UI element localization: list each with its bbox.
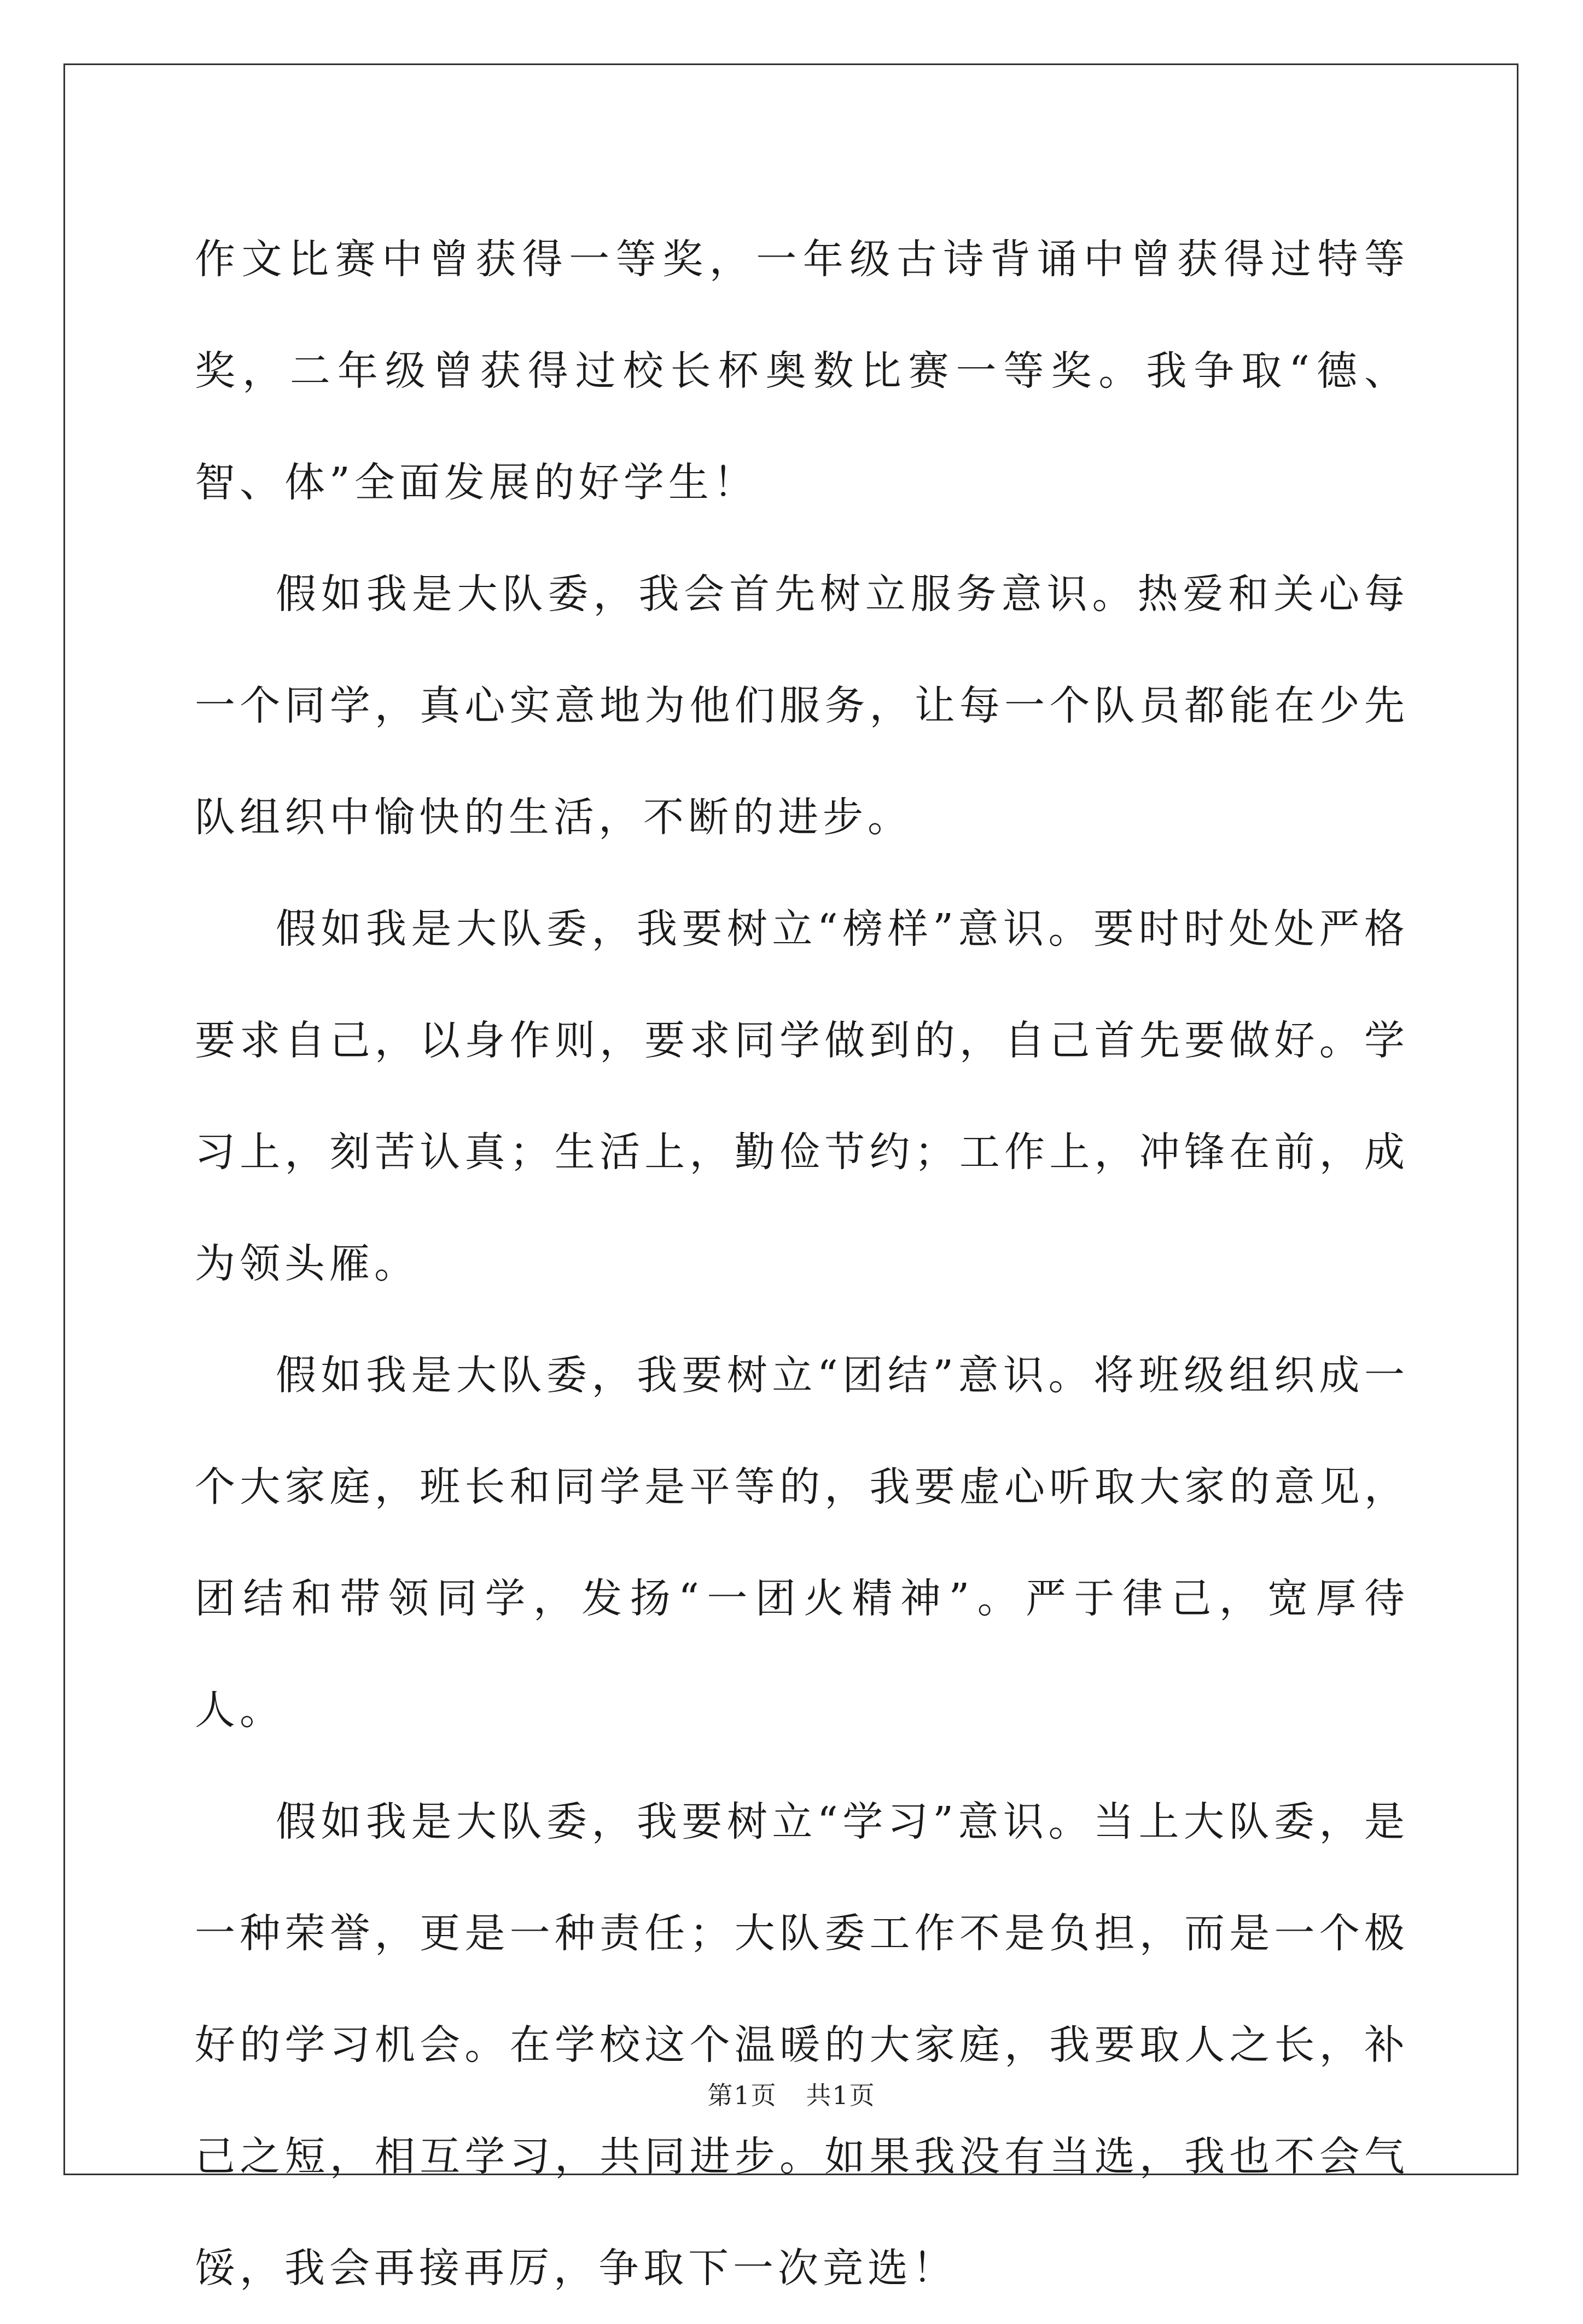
- page-number: 第1页: [707, 2081, 777, 2110]
- paragraph-2: 假如我是大队委，我会首先树立服务意识。热爱和关心每一个同学，真心实意地为他们服务，让每一个队员都能在少先队组织中愉快的生活，不断的进步。: [195, 571, 1409, 841]
- paragraph-5: 假如我是大队委，我要树立“学习”意识。当上大队委，是一种荣誉，更是一种责任；大队委工作不是负担，而是一个极好的学习机会。在学校这个温暖的大家庭，我要取人之长，补己之短，相互学习，共同进步。如果我没有当选，我也不会气馁，我会再接再厉，争取下一次竞选！: [195, 1798, 1409, 2292]
- document-body: [195, 204, 1409, 2324]
- page-footer: [0, 2079, 1583, 2112]
- paragraph-1: 作文比赛中曾获得一等奖，一年级古诗背诵中曾获得过特等奖，二年级曾获得过校长杯奥数比赛一等奖。我争取“德、智、体”全面发展的好学生！: [195, 236, 1409, 506]
- paragraph-4: 假如我是大队委，我要树立“团结”意识。将班级组织成一个大家庭，班长和同学是平等的，我要虚心听取大家的意见，团结和带领同学，发扬“一团火精神”。严于律己，宽厚待人。: [195, 1352, 1409, 1734]
- page-total: 共1页: [806, 2081, 876, 2110]
- paragraph-3: 假如我是大队委，我要树立“榜样”意识。要时时处处严格要求自己，以身作则，要求同学做到的，自己首先要做好。学习上，刻苦认真；生活上，勤俭节约；工作上，冲锋在前，成为领头雁。: [195, 905, 1409, 1287]
